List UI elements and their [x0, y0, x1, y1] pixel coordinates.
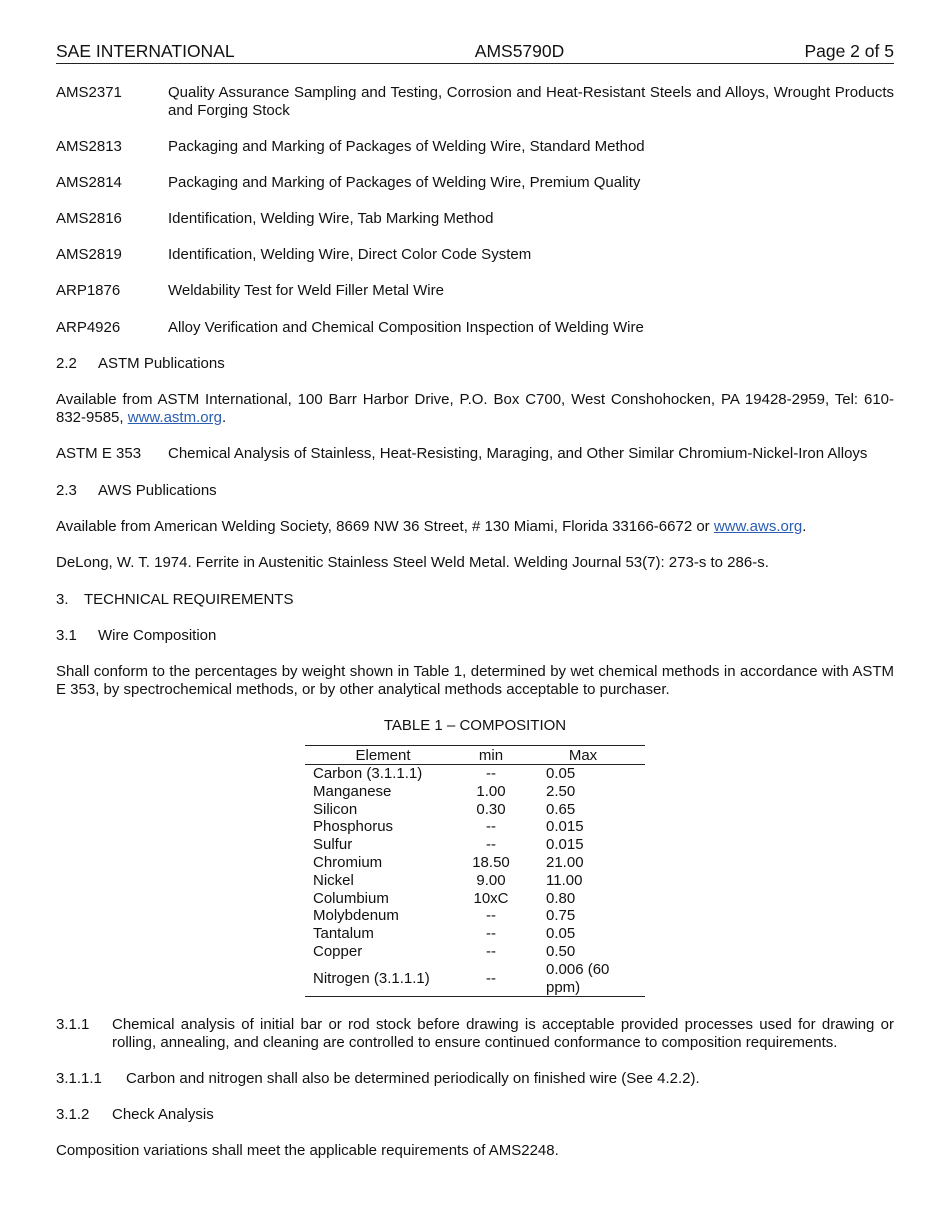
table-row — [305, 801, 645, 819]
section-heading-3-1: 3.1 Wire Composition — [56, 627, 217, 644]
reference-item — [56, 319, 894, 337]
reference-title: Packaging and Marking of Packages of Welding Wire, Premium Quality — [168, 174, 641, 191]
table-row — [305, 890, 645, 908]
cell-element: Manganese — [313, 782, 392, 800]
cell-element: Sulfur — [313, 836, 353, 854]
cell-max: 0.75 — [546, 907, 576, 925]
cell-min: 10xC — [473, 889, 509, 907]
composition-table — [305, 745, 645, 997]
reference-title: Alloy Verification and Chemical Composition Inspection of Welding Wire — [168, 319, 644, 336]
aws-availability: Available from American Welding Society, 8669 NW 36 Street, # 130 Miami, Florida 33166-6672 or www.aws.org. — [56, 518, 807, 535]
cell-element: Nickel — [313, 871, 354, 889]
page-header — [56, 40, 894, 64]
astm-availability: Available from ASTM International, 100 Barr Harbor Drive, P.O. Box C700, West Conshohocken, PA 19428-2959, Tel: 610-832-9585, www.astm.org. — [56, 391, 894, 426]
reference-title: Packaging and Marking of Packages of Welding Wire, Standard Method — [168, 138, 645, 155]
cell-element: Nitrogen (3.1.1.1) — [305, 961, 461, 997]
header-org: SAE INTERNATIONAL — [56, 41, 235, 61]
section-heading-2-3: 2.3 AWS Publications — [56, 482, 217, 499]
column-header-max: Max — [521, 746, 645, 765]
reference-code: ARP4926 — [56, 319, 121, 336]
reference-title: Quality Assurance Sampling and Testing, Corrosion and Heat-Resistant Steels and Alloys, Wrought Products and Forging Stock — [168, 84, 894, 119]
table-row — [305, 925, 645, 943]
table-row — [305, 836, 645, 854]
reference-item — [56, 138, 894, 156]
delong-reference: DeLong, W. T. 1974. Ferrite in Austenitic Stainless Steel Weld Metal. Welding Journal 53(7): 273-s to 286-s. — [56, 554, 769, 571]
table-row — [305, 961, 645, 997]
reference-item — [56, 282, 894, 300]
cell-element: Silicon — [313, 800, 358, 818]
cell-max: 11.00 — [546, 871, 583, 889]
cell-max: 0.006 (60 ppm) — [521, 961, 645, 997]
cell-min: -- — [486, 765, 496, 782]
table-row — [305, 765, 645, 783]
reference-item — [56, 246, 894, 264]
reference-code: AMS2819 — [56, 246, 122, 263]
cell-max: 0.05 — [546, 765, 576, 782]
cell-max: 2.50 — [546, 782, 576, 800]
cell-element: Copper — [313, 942, 363, 960]
astm-reference — [56, 445, 894, 463]
cell-max: 0.80 — [546, 889, 576, 907]
reference-title: Identification, Welding Wire, Direct Color Code System — [168, 246, 532, 263]
astm-link[interactable]: www.astm.org — [127, 409, 222, 426]
reference-title: Identification, Welding Wire, Tab Marking Method — [168, 210, 494, 227]
cell-element: Carbon (3.1.1.1) — [313, 765, 423, 782]
section-3-1-1-1: 3.1.1.1 Carbon and nitrogen shall also be determined periodically on finished wire (See 4.2.2). — [56, 1070, 700, 1088]
cell-element: Columbium — [313, 889, 389, 907]
cell-min: -- — [486, 818, 496, 836]
table-row — [305, 818, 645, 836]
header-doc-number: AMS5790D — [474, 41, 565, 61]
table-caption: TABLE 1 – COMPOSITION — [383, 717, 567, 734]
cell-max: 0.015 — [546, 836, 584, 854]
reference-code: AMS2813 — [56, 138, 122, 155]
table-row — [305, 943, 645, 961]
cell-min: 0.30 — [476, 800, 506, 818]
table-row — [305, 783, 645, 801]
cell-min: -- — [486, 942, 496, 960]
reference-item — [56, 210, 894, 228]
column-header-min: min — [461, 746, 521, 765]
table-row — [305, 907, 645, 925]
reference-item — [56, 174, 894, 192]
aws-link[interactable]: www.aws.org — [713, 518, 803, 535]
cell-max: 0.015 — [546, 818, 584, 836]
cell-min: 18.50 — [472, 853, 510, 871]
reference-code: ARP1876 — [56, 282, 121, 299]
cell-element: Tantalum — [313, 925, 374, 943]
column-header-element: Element — [305, 746, 461, 765]
reference-code: AMS2814 — [56, 174, 122, 191]
section-heading-3: 3. TECHNICAL REQUIREMENTS — [56, 591, 294, 608]
reference-item — [56, 84, 894, 120]
header-page-number: Page 2 of 5 — [804, 41, 894, 61]
reference-title: Weldability Test for Weld Filler Metal Wire — [168, 282, 444, 299]
cell-min: 9.00 — [476, 871, 506, 889]
section-3-1-1: 3.1.1 Chemical analysis of initial bar or rod stock before drawing is acceptable provided processes used for drawing or rolling, annealing, and cleaning are controlled to ensure continued conformance to composition requirements. — [56, 1016, 894, 1052]
document-page — [56, 40, 894, 1160]
table-row — [305, 854, 645, 872]
table-row — [305, 872, 645, 890]
section-heading-3-1-2: 3.1.2 Check Analysis — [56, 1106, 214, 1124]
cell-min: -- — [486, 836, 496, 854]
reference-code: ASTM E 353 — [56, 445, 142, 462]
cell-min: -- — [486, 907, 496, 925]
cell-element: Molybdenum — [313, 907, 399, 925]
cell-min: -- — [486, 925, 496, 943]
composition-paragraph: Shall conform to the percentages by weight shown in Table 1, determined by wet chemical methods in accordance with ASTM E 353, by spectrochemical methods, or by other analytical methods acceptable to purchaser. — [56, 663, 894, 698]
cell-min: -- — [461, 961, 521, 997]
cell-min: 1.00 — [476, 782, 506, 800]
cell-max: 21.00 — [546, 853, 584, 871]
cell-element: Phosphorus — [313, 818, 394, 836]
cell-max: 0.65 — [546, 800, 576, 818]
section-heading-2-2: 2.2 ASTM Publications — [56, 355, 225, 372]
cell-max: 0.05 — [546, 925, 576, 943]
reference-code: AMS2371 — [56, 84, 122, 101]
cell-max: 0.50 — [546, 942, 576, 960]
reference-title: Chemical Analysis of Stainless, Heat-Resisting, Maraging, and Other Similar Chromium-Nickel-Iron Alloys — [168, 445, 868, 462]
cell-element: Chromium — [313, 853, 383, 871]
check-analysis-paragraph: Composition variations shall meet the applicable requirements of AMS2248. — [56, 1142, 559, 1160]
reference-code: AMS2816 — [56, 210, 122, 227]
